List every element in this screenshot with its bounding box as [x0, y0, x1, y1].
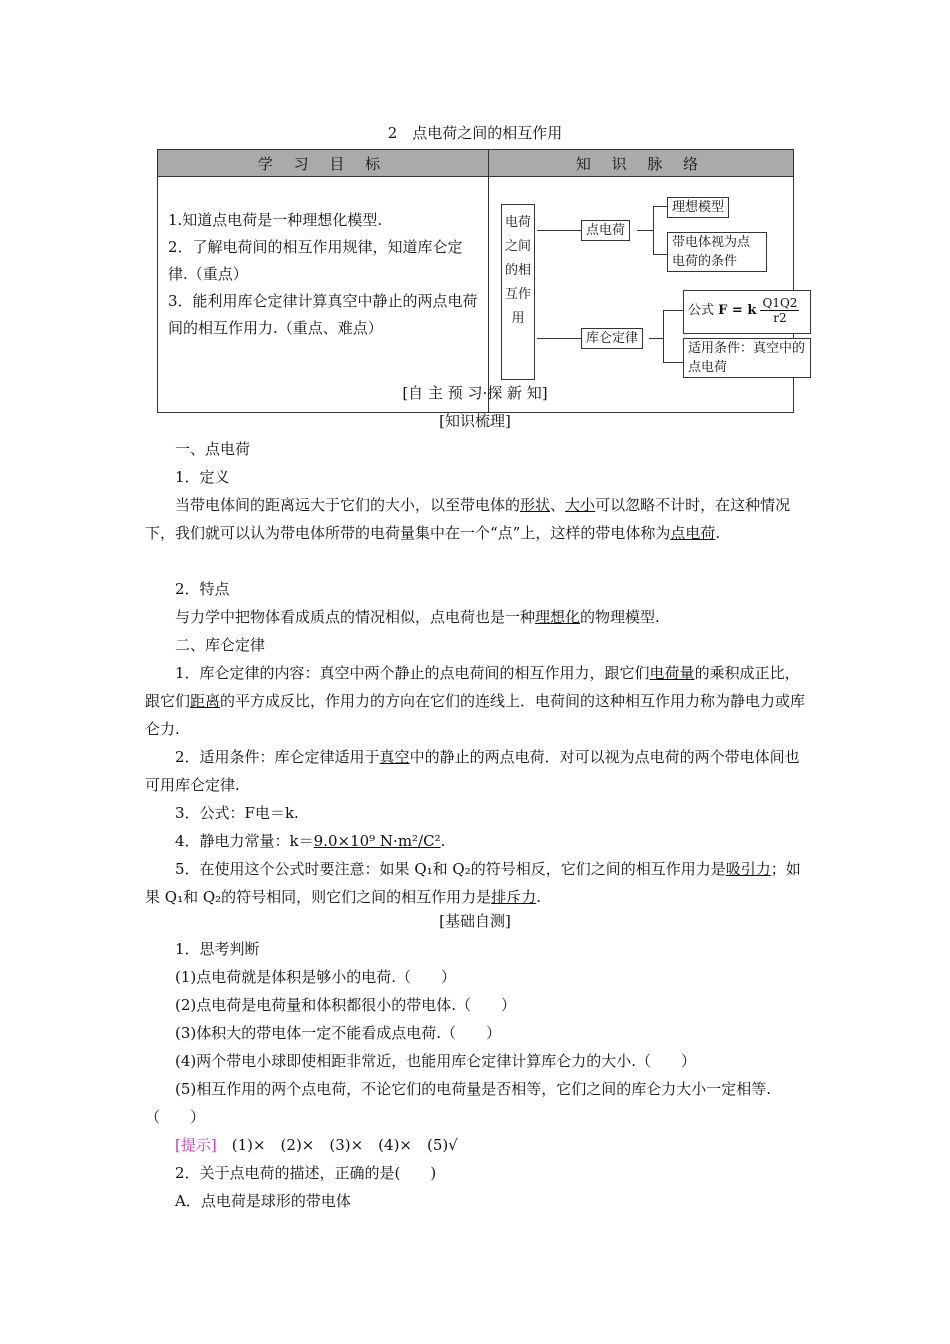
goal-2: 2．了解电荷间的相互作用规律，知道库仑定律.（重点）	[168, 238, 463, 283]
formula-line: 3．公式：F电＝k.	[175, 804, 299, 822]
page-title: 2 点电荷之间的相互作用	[387, 124, 563, 142]
judgement-5: (5)相互作用的两个点电荷，不论它们的电荷量是否相等，它们之间的库仑力大小一定相等.（ ）	[145, 1080, 772, 1126]
objectives-table	[157, 149, 806, 413]
judgement-4: (4)两个带电小球即使相距非常近，也能用库仑定律计算库仑力的大小.（ ）	[175, 1052, 697, 1070]
formula-num: Q1Q2	[762, 296, 798, 310]
formula-label: 公式	[688, 303, 715, 318]
goals-cell	[158, 177, 489, 413]
node-point-charge: 点电荷	[581, 220, 630, 241]
heading-def: 1．定义	[175, 468, 230, 486]
goals-header: 学 习 目 标	[158, 150, 489, 177]
formula-lhs: F = k	[718, 303, 757, 318]
constant-line: 4．静电力常量：k＝9.0×10⁹ N·m²/C².	[175, 832, 446, 850]
formula-box	[683, 290, 811, 334]
hint-label: [提示]	[175, 1136, 217, 1154]
hint-text: (1)× (2)× (3)× (4)× (5)√	[231, 1136, 458, 1154]
subsection-self-test: [基础自测]	[439, 912, 511, 930]
subsection-knowledge: [知识梳理]	[439, 412, 511, 430]
law-paragraph: 1．库仑定律的内容：真空中两个静止的点电荷间的相互作用力，跟它们电荷量的乘积成正比，跟它们距离的平方成反比，作用力的方向在它们的连线上．电荷间的这种相互作用力称为静电力或库仑力.	[145, 664, 806, 738]
heading-coulomb: 二、库仑定律	[175, 636, 266, 654]
condition-paragraph: 2．适用条件：库仑定律适用于真空中的静止的两点电荷．对可以视为点电荷的两个带电体间也可用库仑定律.	[145, 748, 800, 794]
question-1: 1．思考判断	[175, 940, 260, 958]
definition-paragraph: 当带电体间的距离远大于它们的大小，以至带电体的形状、大小可以忽略不计时，在这种情况下，我们就可以认为带电体所带的电荷量集中在一个“点”上，这样的带电体称为点电荷.	[145, 496, 791, 542]
section-preview: [自 主 预 习·探 新 知]	[402, 384, 548, 402]
judgement-3: (3)体积大的带电体一定不能看成点电荷.（ ）	[175, 1024, 502, 1042]
knowledge-header: 知 识 脉 络	[489, 150, 794, 177]
formula-fraction	[760, 296, 799, 325]
node-ideal-model: 理想模型	[667, 197, 729, 218]
heading-point-charge: 一、点电荷	[175, 440, 251, 458]
formula-den: r2	[773, 311, 787, 325]
heading-feature: 2．特点	[175, 580, 230, 598]
node-coulomb: 库仑定律	[581, 328, 643, 349]
option-a: A．点电荷是球形的带电体	[175, 1192, 351, 1210]
judgement-1: (1)点电荷就是体积是够小的电荷.（ ）	[175, 968, 457, 986]
diagram-root: 电荷之间的相互作用	[501, 204, 535, 380]
hint-line	[145, 1131, 810, 1159]
knowledge-diagram	[489, 192, 806, 397]
question-2: 2．关于点电荷的描述，正确的是( )	[175, 1164, 437, 1182]
node-applicable: 适用条件：真空中的点电荷	[683, 338, 811, 378]
judgement-2: (2)点电荷是电荷量和体积都很小的带电体.（ ）	[175, 996, 517, 1014]
node-condition: 带电体视为点电荷的条件	[667, 232, 767, 272]
note-paragraph: 5．在使用这个公式时要注意：如果 Q₁和 Q₂的符号相反，它们之间的相互作用力是吸引力；如果 Q₁和 Q₂的符号相同，则它们之间的相互作用力是排斥力.	[145, 860, 801, 906]
diagram-cell	[489, 177, 806, 413]
goal-3: 3．能利用库仑定律计算真空中静止的两点电荷间的相互作用力.（重点、难点）	[168, 292, 478, 337]
feature-paragraph: 与力学中把物体看成质点的情况相似，点电荷也是一种理想化的物理模型.	[175, 608, 660, 626]
goal-1: 1.知道点电荷是一种理想化模型.	[168, 211, 383, 229]
